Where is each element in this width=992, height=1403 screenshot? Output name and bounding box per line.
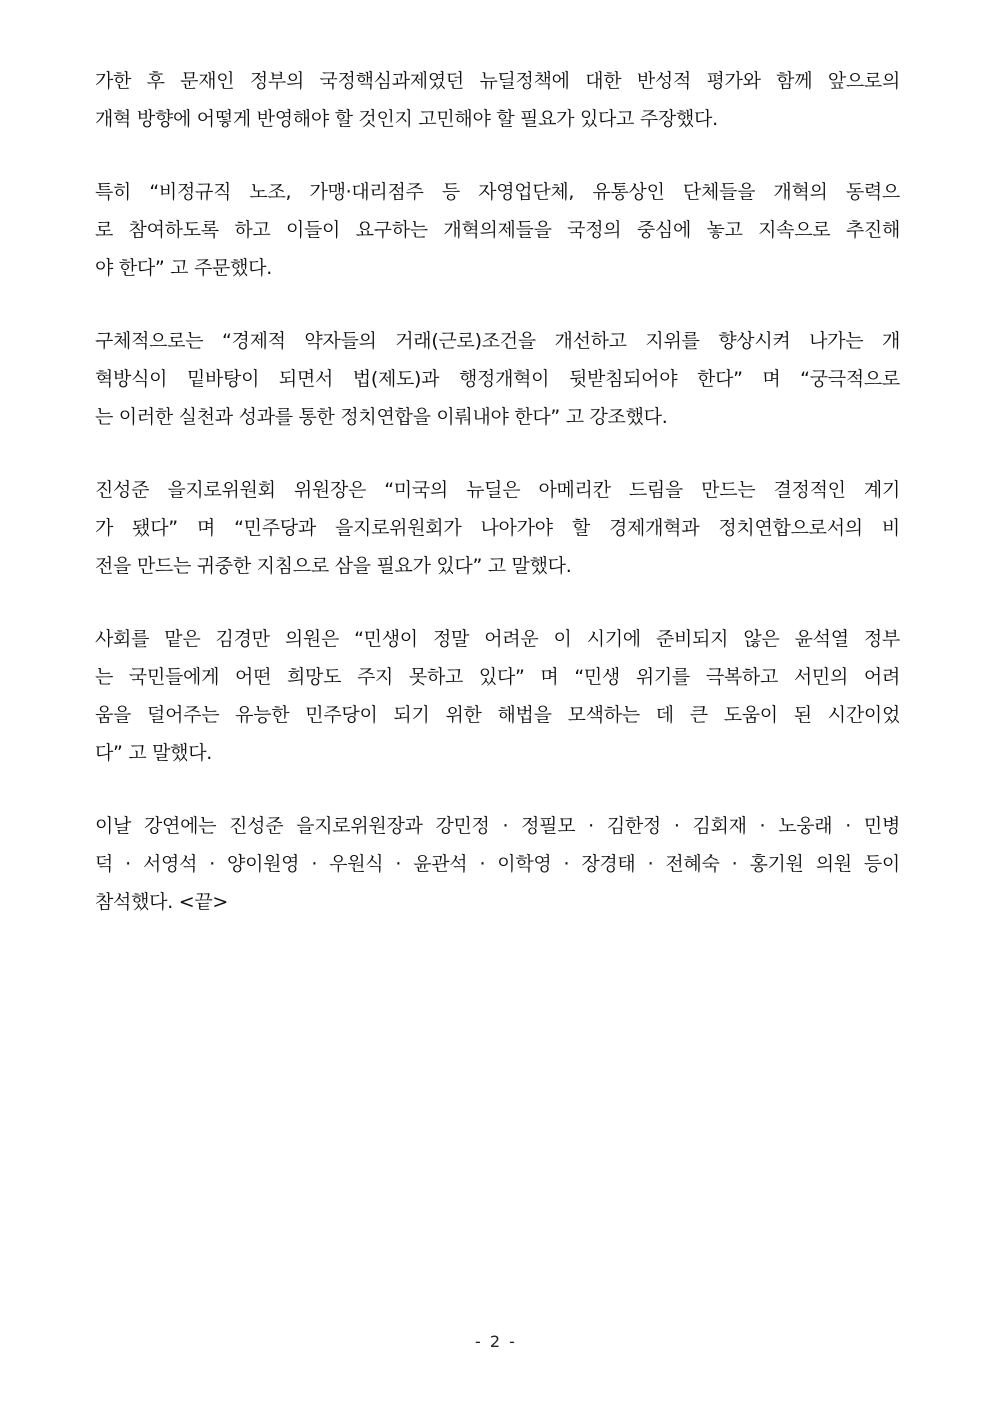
- paragraph-6: [95, 807, 900, 921]
- paragraph-3: [95, 322, 900, 436]
- document-body: [95, 62, 900, 956]
- text-line: 가한 후 문재인 정부의 국정핵심과제였던 뉴딜정책에 대한 반성적 평가와 함께 앞으로의: [95, 70, 900, 92]
- text-line: 로 참여하도록 하고 이들이 요구하는 개혁의제들을 국정의 중심에 놓고 지속으로 추진해: [95, 219, 900, 241]
- text-line: 사회를 맡은 김경만 의원은 “민생이 정말 어려운 이 시기에 준비되지 않은 윤석열 정부: [95, 628, 900, 650]
- text-line: 혁방식이 밑바탕이 되면서 법(제도)과 행정개혁이 뒷받침되어야 한다” 며 “궁극적으로: [95, 368, 900, 390]
- text-line: 개혁 방향에 어떻게 반영해야 할 것인지 고민해야 할 필요가 있다고 주장했다.: [95, 108, 718, 130]
- paragraph-4: [95, 471, 900, 585]
- paragraph-1: [95, 62, 900, 138]
- text-line: 진성준 을지로위원회 위원장은 “미국의 뉴딜은 아메리칸 드림을 만드는 결정적인 계기: [95, 479, 900, 501]
- text-line: 덕 · 서영석 · 양이원영 · 우원식 · 윤관석 · 이학영 · 장경태 · 전혜숙 · 홍기원 의원 등이: [95, 853, 900, 875]
- paragraph-2: [95, 173, 900, 287]
- text-line: 이날 강연에는 진성준 을지로위원장과 강민정 · 정필모 · 김한정 · 김회재 · 노웅래 · 민병: [95, 815, 900, 837]
- text-line: 움을 덜어주는 유능한 민주당이 되기 위한 해법을 모색하는 데 큰 도움이 된 시간이었: [95, 704, 900, 726]
- text-line: 야 한다” 고 주문했다.: [95, 257, 272, 279]
- page-number: - 2 -: [475, 1332, 517, 1351]
- text-line: 는 국민들에게 어떤 희망도 주지 못하고 있다” 며 “민생 위기를 극복하고 서민의 어려: [95, 666, 900, 688]
- text-line: 참석했다. <끝>: [95, 891, 228, 913]
- text-line: 는 이러한 실천과 성과를 통한 정치연합을 이뤄내야 한다” 고 강조했다.: [95, 406, 668, 428]
- text-line: 다” 고 말했다.: [95, 742, 213, 764]
- text-line: 가 됐다” 며 “민주당과 을지로위원회가 나아가야 할 경제개혁과 정치연합으로서의 비: [95, 517, 900, 539]
- text-line: 특히 “비정규직 노조, 가맹·대리점주 등 자영업단체, 유통상인 단체들을 개혁의 동력으: [95, 181, 900, 203]
- text-line: 구체적으로는 “경제적 약자들의 거래(근로)조건을 개선하고 지위를 향상시켜 나가는 개: [95, 330, 900, 352]
- text-line: 전을 만드는 귀중한 지침으로 삼을 필요가 있다” 고 말했다.: [95, 555, 572, 577]
- paragraph-5: [95, 620, 900, 772]
